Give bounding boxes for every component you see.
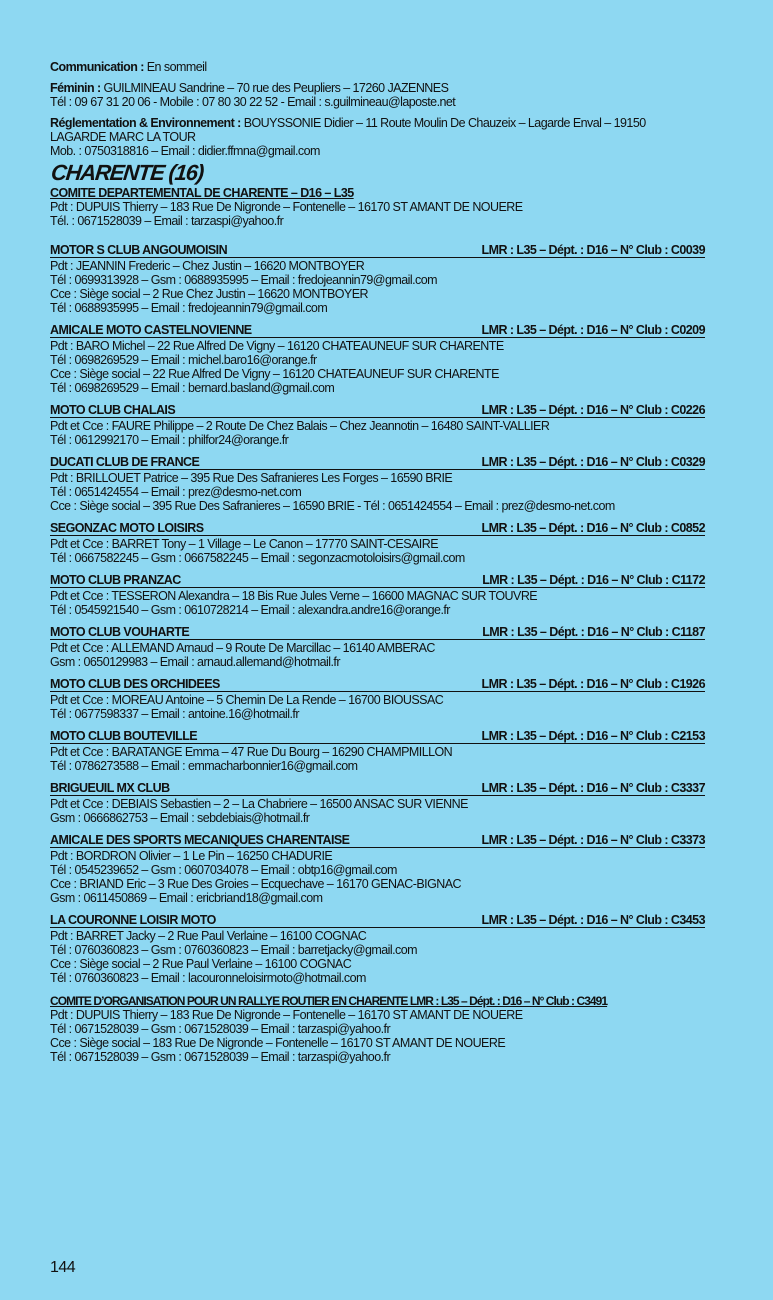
comite-title: COMITE DEPARTEMENTAL DE CHARENTE – D16 – L35 [50,186,354,200]
detail-line: Pdt et Cce : BARRET Tony – 1 Village – Le Canon – 17770 SAINT-CESAIRE [50,537,438,551]
club-header [50,324,705,338]
page-number: 144 [50,1259,76,1276]
club-code: LMR : L35 – Dépt. : D16 – N° Club : C0329 [481,455,705,469]
club-name: MOTO CLUB VOUHARTE [50,625,190,639]
detail-line: Gsm : 0611450869 – Email : ericbriand18@gmail.com [50,891,323,905]
detail-line: Tél : 0786273588 – Email : emmacharbonnier16@gmail.com [50,759,358,773]
club-code: LMR : L35 – Dépt. : D16 – N° Club : C3373 [481,833,705,847]
comite-title: COMITE D’ORGANISATION POUR UN RALLYE ROUTIER EN CHARENTE LMR : L35 – Dépt. : D16 – N° Club : C3491 [50,994,608,1008]
detail-line: Cce : Siège social – 2 Rue Paul Verlaine – 16100 COGNAC [50,957,352,971]
club-code: LMR : L35 – Dépt. : D16 – N° Club : C1172 [482,573,705,587]
feminin-entry: Féminin : GUILMINEAU Sandrine – 70 rue des Peupliers – 17260 JAZENNES Tél : 09 67 31 20 06 - Mobile : 07 80 30 22 52 - Email : s.guilmineau@laposte.net [50,81,456,109]
club-entry [50,626,705,669]
detail-line: Pdt et Cce : FAURE Philippe – 2 Route De Chez Balais – Chez Jeannotin – 16480 SAINT-VALLIER [50,419,550,433]
club-code: LMR : L35 – Dépt. : D16 – N° Club : C3337 [481,781,705,795]
detail-line: Pdt et Cce : TESSERON Alexandra – 18 Bis Rue Jules Verne – 16600 MAGNAC SUR TOUVRE [50,589,538,603]
club-name: MOTO CLUB PRANZAC [50,573,181,587]
page-content [50,60,705,1080]
club-name: AMICALE MOTO CASTELNOVIENNE [50,323,252,337]
club-name: AMICALE DES SPORTS MECANIQUES CHARENTAISE [50,833,350,847]
detail-line: Tél : 0698269529 – Email : michel.baro16@orange.fr [50,353,317,367]
detail-line: Gsm : 0650129983 – Email : arnaud.allemand@hotmail.fr [50,655,340,669]
club-header [50,730,705,744]
department-title: CHARENTE (16) [49,160,205,185]
club-header [50,834,705,848]
detail-line: Cce : Siège social – 2 Rue Chez Justin – 16620 MONTBOYER [50,287,368,301]
club-header [50,404,705,418]
club-entry [50,574,705,617]
club-entry [50,834,705,905]
club-list [50,244,705,985]
club-entry [50,522,705,565]
detail-line: Tél : 0760360823 – Email : lacouronneloisirmoto@hotmail.com [50,971,366,985]
club-header [50,626,705,640]
detail-line: Pdt : BRILLOUET Patrice – 395 Rue Des Safranieres Les Forges – 16590 BRIE [50,471,453,485]
club-entry [50,730,705,773]
detail-line: Tél : 0612992170 – Email : philfor24@orange.fr [50,433,289,447]
club-name: MOTOR S CLUB ANGOUMOISIN [50,243,228,257]
club-code: LMR : L35 – Dépt. : D16 – N° Club : C0226 [481,403,705,417]
detail-line: Pdt et Cce : ALLEMAND Arnaud – 9 Route De Marcillac – 16140 AMBERAC [50,641,435,655]
club-header [50,244,705,258]
club-name: MOTO CLUB BOUTEVILLE [50,729,198,743]
detail-line: Cce : BRIAND Eric – 3 Rue Des Groies – Ecquechave – 16170 GENAC-BIGNAC [50,877,461,891]
club-code: LMR : L35 – Dépt. : D16 – N° Club : C2153 [481,729,705,743]
club-code: LMR : L35 – Dépt. : D16 – N° Club : C1187 [482,625,705,639]
club-entry [50,782,705,825]
club-entry [50,678,705,721]
detail-line: Tél : 0545239652 – Gsm : 0607034078 – Email : obtp16@gmail.com [50,863,397,877]
club-code: LMR : L35 – Dépt. : D16 – N° Club : C0209 [481,323,705,337]
detail-line: Pdt : BORDRON Olivier – 1 Le Pin – 16250 CHADURIE [50,849,333,863]
club-entry [50,914,705,985]
detail-line: Tél : 0698269529 – Email : bernard.basland@gmail.com [50,381,335,395]
detail-line: Tél : 0671528039 – Gsm : 0671528039 – Email : tarzaspi@yahoo.fr [50,1022,391,1036]
club-header [50,522,705,536]
detail-line: Tél : 0545921540 – Gsm : 0610728214 – Email : alexandra.andre16@orange.fr [50,603,450,617]
club-name: DUCATI CLUB DE FRANCE [50,455,200,469]
detail-line: Tél : 0688935995 – Email : fredojeannin79@gmail.com [50,301,328,315]
detail-line: Tél. : 0671528039 – Email : tarzaspi@yahoo.fr [50,214,284,228]
detail-line: Pdt : DUPUIS Thierry – 183 Rue De Nigronde – Fontenelle – 16170 ST AMANT DE NOUERE [50,200,523,214]
detail-line: Gsm : 0666862753 – Email : sebdebiais@hotmail.fr [50,811,310,825]
regional-contacts [50,60,705,158]
club-code: LMR : L35 – Dépt. : D16 – N° Club : C3453 [481,913,705,927]
detail-line: Tél : 0667582245 – Gsm : 0667582245 – Email : segonzacmotoloisirs@gmail.com [50,551,465,565]
detail-line: Tél : 0760360823 – Gsm : 0760360823 – Email : barretjacky@gmail.com [50,943,418,957]
detail-line: Pdt : BARRET Jacky – 2 Rue Paul Verlaine – 16100 COGNAC [50,929,367,943]
club-name: SEGONZAC MOTO LOISIRS [50,521,204,535]
detail-line: Pdt : JEANNIN Frederic – Chez Justin – 16620 MONTBOYER [50,259,365,273]
club-header [50,914,705,928]
club-name: BRIGUEUIL MX CLUB [50,781,170,795]
comite-departemental [50,186,705,228]
club-header [50,574,705,588]
club-entry [50,456,705,513]
detail-line: Pdt : BARO Michel – 22 Rue Alfred De Vigny – 16120 CHATEAUNEUF SUR CHARENTE [50,339,504,353]
club-header [50,782,705,796]
detail-line: Cce : Siège social – 395 Rue Des Safranieres – 16590 BRIE - Tél : 0651424554 – Email : prez@desmo-net.com [50,499,615,513]
detail-line: Tél : 0671528039 – Gsm : 0671528039 – Email : tarzaspi@yahoo.fr [50,1050,391,1064]
detail-line: Cce : Siège social – 183 Rue De Nigronde – Fontenelle – 16170 ST AMANT DE NOUERE [50,1036,506,1050]
club-name: MOTO CLUB DES ORCHIDEES [50,677,220,691]
club-header [50,678,705,692]
club-entry [50,244,705,315]
club-entry [50,404,705,447]
communication-entry: Communication : En sommeil [50,60,207,74]
detail-line: Tél : 0651424554 – Email : prez@desmo-net.com [50,485,302,499]
reglementation-entry: Réglementation & Environnement : BOUYSSONIE Didier – 11 Route Moulin De Chauzeix – Lagarde Enval – 19150 LAGARDE MARC LA TOUR Mob. : 0750318816 – Email : didier.ffmna@gmail.com [50,116,646,158]
club-name: MOTO CLUB CHALAIS [50,403,176,417]
club-entry [50,324,705,395]
detail-line: Pdt et Cce : DEBIAIS Sebastien – 2 – La Chabriere – 16500 ANSAC SUR VIENNE [50,797,468,811]
detail-line: Tél : 0677598337 – Email : antoine.16@hotmail.fr [50,707,299,721]
detail-line: Pdt et Cce : BARATANGE Emma – 47 Rue Du Bourg – 16290 CHAMPMILLON [50,745,453,759]
comite-lines [50,1008,705,1064]
comite-organisation [50,994,705,1064]
comite-lines [50,200,705,228]
club-code: LMR : L35 – Dépt. : D16 – N° Club : C0039 [481,243,705,257]
club-code: LMR : L35 – Dépt. : D16 – N° Club : C0852 [481,521,705,535]
club-header [50,456,705,470]
detail-line: Cce : Siège social – 22 Rue Alfred De Vigny – 16120 CHATEAUNEUF SUR CHARENTE [50,367,499,381]
detail-line: Pdt et Cce : MOREAU Antoine – 5 Chemin De La Rende – 16700 BIOUSSAC [50,693,444,707]
club-code: LMR : L35 – Dépt. : D16 – N° Club : C1926 [481,677,705,691]
detail-line: Pdt : DUPUIS Thierry – 183 Rue De Nigronde – Fontenelle – 16170 ST AMANT DE NOUERE [50,1008,523,1022]
club-name: LA COURONNE LOISIR MOTO [50,913,216,927]
detail-line: Tél : 0699313928 – Gsm : 0688935995 – Email : fredojeannin79@gmail.com [50,273,437,287]
